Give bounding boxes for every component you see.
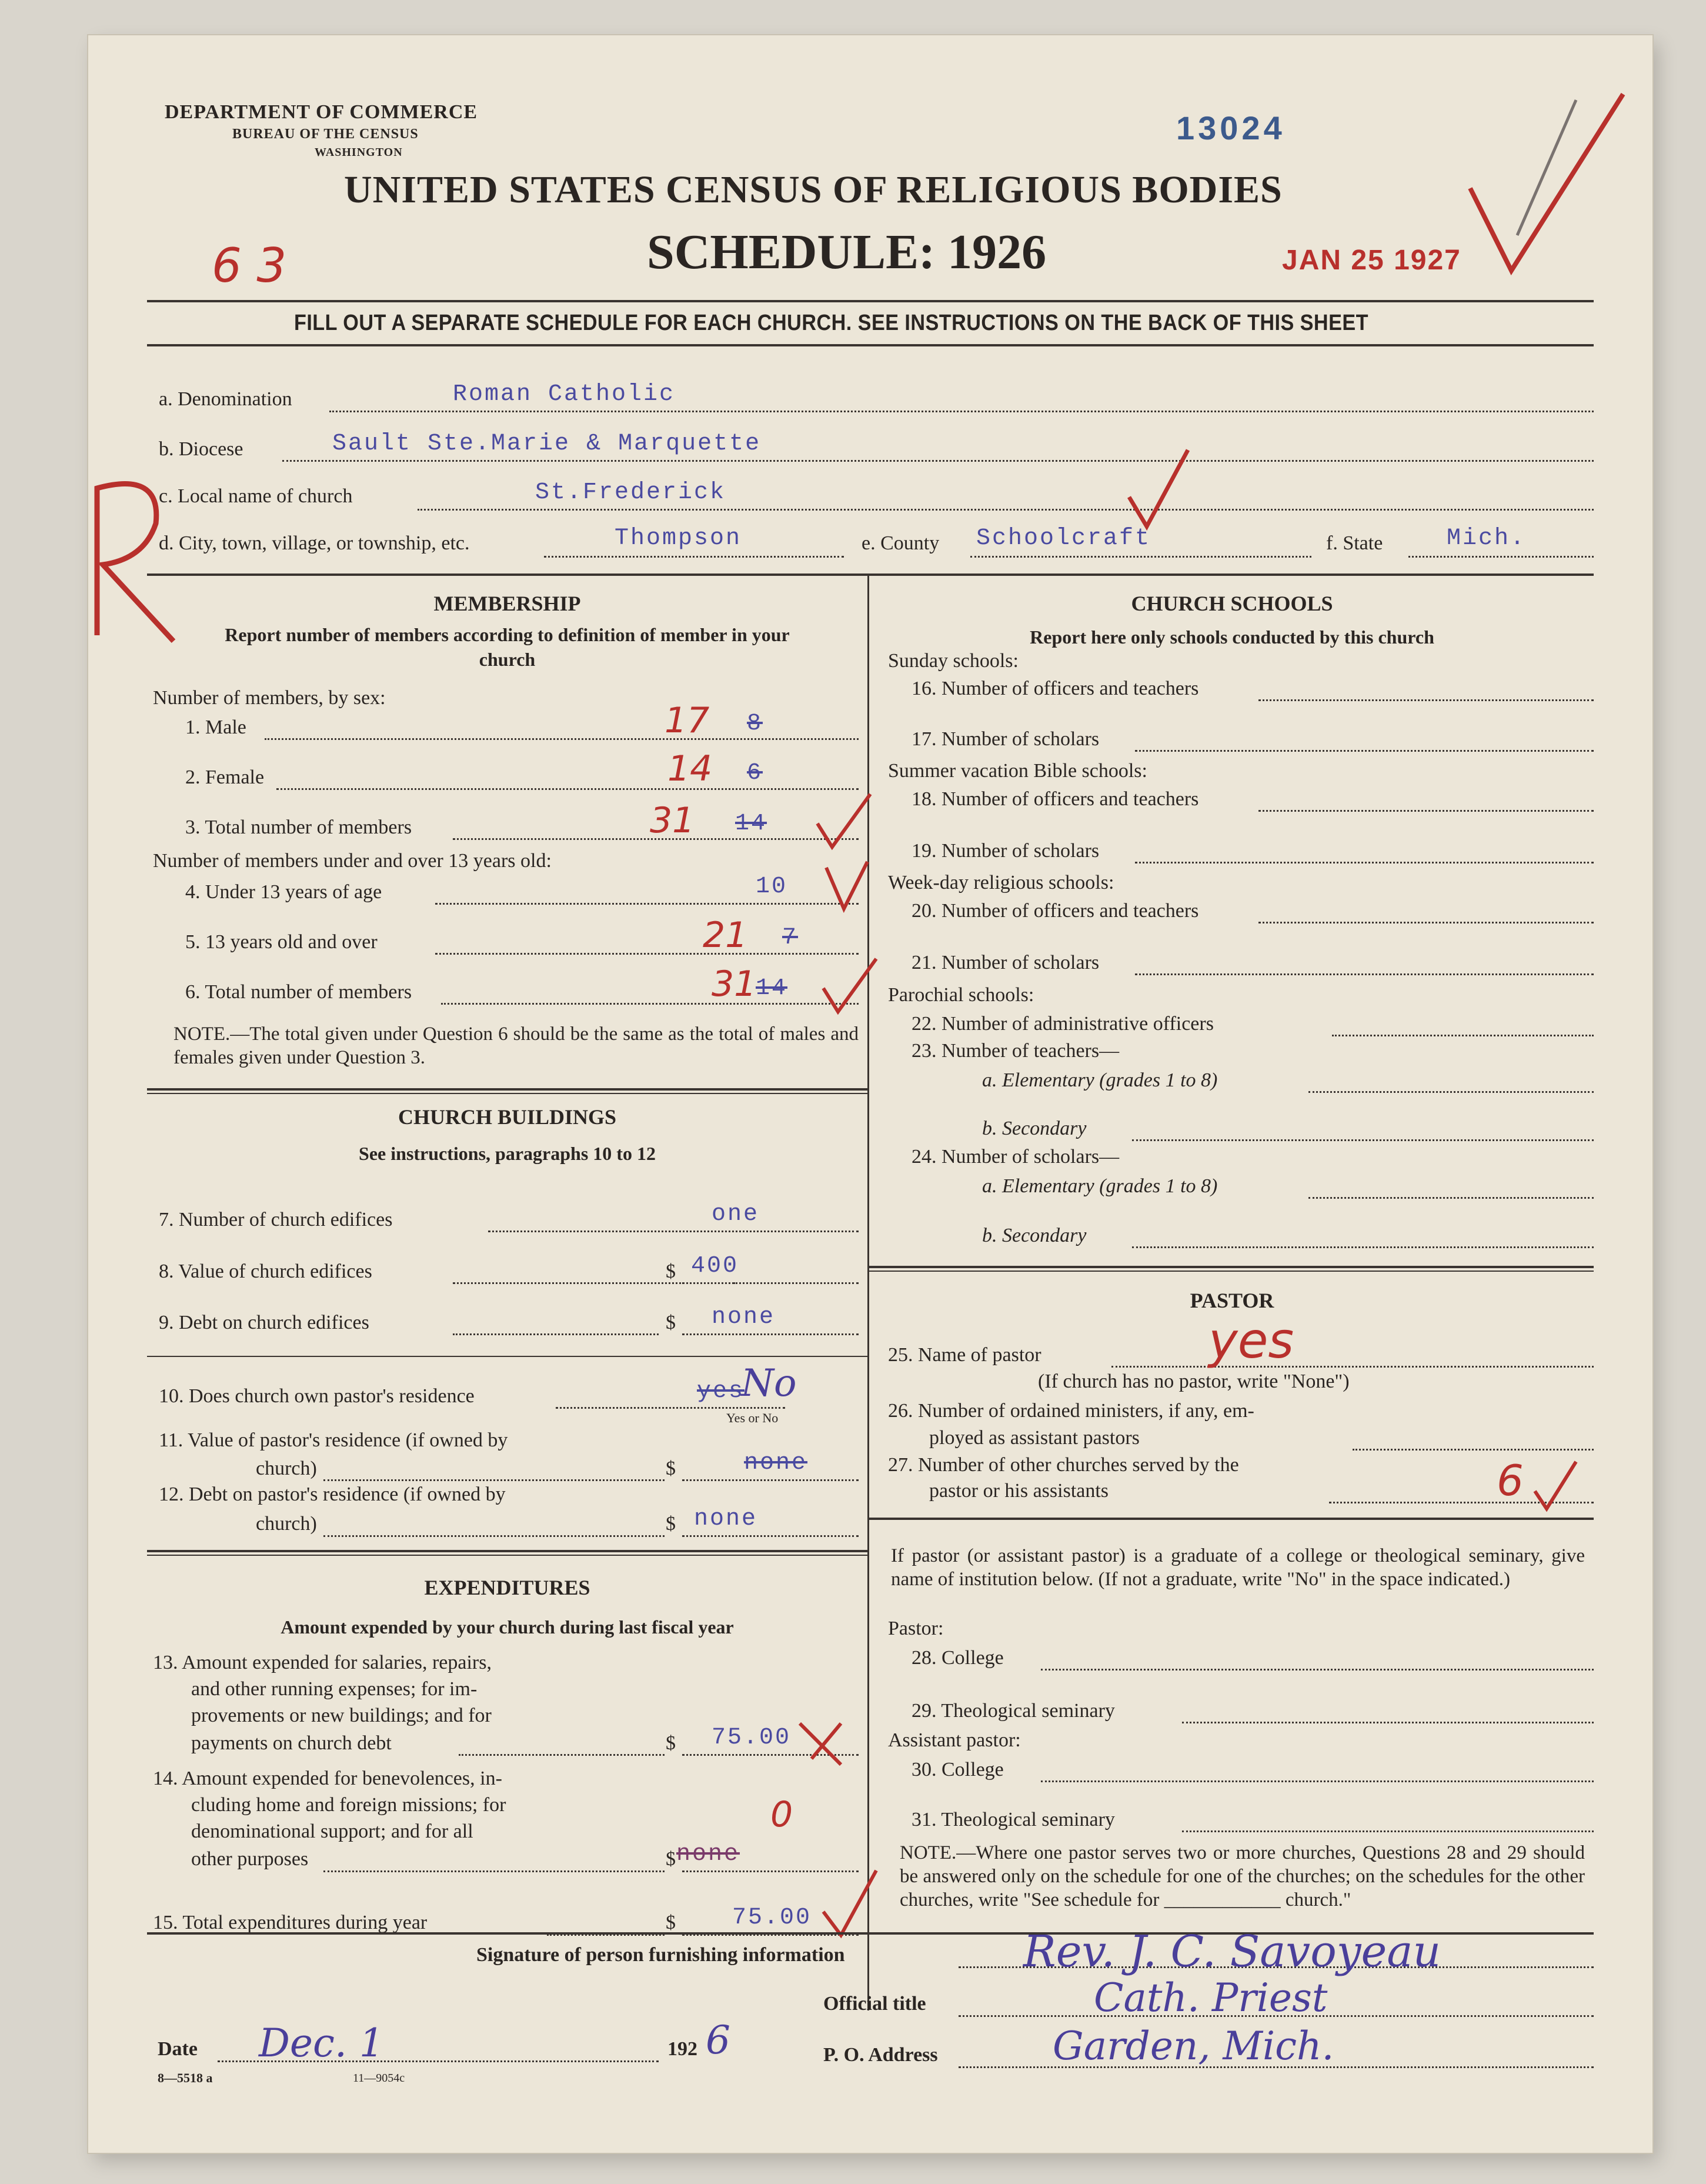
salaries-label-line3: provements or new buildings; and for bbox=[191, 1705, 492, 1726]
teachers-elementary-label: a. Elementary (grades 1 to 8) bbox=[982, 1069, 1218, 1091]
dollar-sign: $ bbox=[666, 1732, 676, 1754]
church-schools-heading: CHURCH SCHOOLS bbox=[1131, 592, 1333, 615]
checkmark-icon bbox=[1529, 1456, 1582, 1515]
scholars-elementary-label: a. Elementary (grades 1 to 8) bbox=[982, 1175, 1218, 1197]
received-date-stamp: JAN 25 1927 bbox=[1282, 245, 1461, 276]
graduate-instructions: If pastor (or assistant pastor) is a graduate of a college or theological seminary, give name of institution below. (If not a graduate, write "No" in the space indicated.) bbox=[891, 1545, 1585, 1590]
pastor-college-label: 28. College bbox=[912, 1647, 1004, 1669]
city-heading: WASHINGTON bbox=[315, 146, 403, 159]
church-edifices-value-label: 8. Value of church edifices bbox=[159, 1261, 372, 1282]
checkmark-icon bbox=[1123, 444, 1200, 532]
summer-schools-label: Summer vacation Bible schools: bbox=[888, 760, 1147, 782]
assistant-college-label: 30. College bbox=[912, 1759, 1004, 1780]
total-expenditures-value[interactable]: 75.00 bbox=[732, 1905, 812, 1931]
assistant-ministers-label-line1: 26. Number of ordained ministers, if any, em- bbox=[888, 1400, 1254, 1422]
residence-value-label-line2: church) bbox=[256, 1458, 317, 1479]
owns-residence-typed-value[interactable]: yes bbox=[697, 1378, 745, 1405]
salaries-label-line1: 13. Amount expended for salaries, repairs, bbox=[153, 1652, 492, 1673]
residence-debt-label-line1: 12. Debt on pastor's residence (if owned by bbox=[159, 1483, 506, 1505]
residence-debt-value[interactable]: none bbox=[694, 1506, 758, 1532]
checkmark-icon bbox=[1458, 82, 1635, 288]
sunday-officers-label: 16. Number of officers and teachers bbox=[912, 678, 1199, 699]
form-number: 8—5518 a bbox=[158, 2070, 213, 2085]
membership-note: NOTE.—The total given under Question 6 should be the same as the total of males and females given under Question 3. bbox=[173, 1023, 859, 1068]
church-edifices-debt-value[interactable]: none bbox=[712, 1304, 776, 1331]
print-number: 11—9054c bbox=[353, 2072, 405, 2085]
church-name-label: c. Local name of church bbox=[159, 485, 353, 507]
parochial-scholars-label: 24. Number of scholars— bbox=[912, 1146, 1120, 1168]
total-by-age-typed-value[interactable]: 14 bbox=[756, 975, 788, 1002]
church-edifices-debt-label: 9. Debt on church edifices bbox=[159, 1312, 369, 1333]
dollar-sign: $ bbox=[666, 1312, 676, 1333]
sunday-schools-label: Sunday schools: bbox=[888, 650, 1019, 672]
pastor-name-label: 25. Name of pastor bbox=[888, 1344, 1041, 1366]
signature-value[interactable]: Rev. J. C. Savoyeau bbox=[1023, 1926, 1441, 1977]
church-schools-subtitle: Report here only schools conducted by this church bbox=[1030, 626, 1434, 648]
weekday-officers-label: 20. Number of officers and teachers bbox=[912, 900, 1199, 922]
state-value[interactable]: Mich. bbox=[1447, 525, 1527, 552]
under-13-value[interactable]: 10 bbox=[756, 873, 788, 900]
bureau-heading: BUREAU OF THE CENSUS bbox=[232, 126, 419, 142]
denomination-value[interactable]: Roman Catholic bbox=[453, 381, 676, 408]
owns-residence-label: 10. Does church own pastor's residence bbox=[159, 1385, 475, 1407]
church-buildings-heading: CHURCH BUILDINGS bbox=[398, 1105, 617, 1129]
city-value[interactable]: Thompson bbox=[615, 525, 742, 552]
benevolences-typed-value[interactable]: none bbox=[676, 1841, 740, 1868]
department-heading: DEPARTMENT OF COMMERCE bbox=[165, 101, 478, 123]
sunday-scholars-label: 17. Number of scholars bbox=[912, 728, 1100, 750]
form-title: UNITED STATES CENSUS OF RELIGIOUS BODIES bbox=[344, 168, 1283, 211]
total-members-corrected-value: 31 bbox=[650, 800, 695, 841]
schedule-number: 13024 bbox=[1176, 109, 1286, 146]
checkmark-icon bbox=[820, 856, 873, 921]
male-corrected-value: 17 bbox=[665, 700, 710, 741]
dollar-sign: $ bbox=[666, 1848, 676, 1870]
checkmark-icon bbox=[794, 1712, 847, 1770]
po-address-value[interactable]: Garden, Mich. bbox=[1053, 2023, 1334, 2069]
salaries-label-line2: and other running expenses; for im- bbox=[191, 1678, 478, 1700]
checkmark-icon bbox=[817, 953, 882, 1018]
over-13-corrected-value: 21 bbox=[703, 915, 748, 956]
residence-value-label-line1: 11. Value of pastor's residence (if owned by bbox=[159, 1429, 508, 1451]
membership-subtitle: Report number of members according to definition of member in your church bbox=[225, 624, 790, 670]
date-label: Date bbox=[158, 2038, 198, 2060]
county-label: e. County bbox=[862, 532, 940, 554]
official-title-label: Official title bbox=[823, 1993, 926, 2015]
male-label: 1. Male bbox=[185, 716, 246, 738]
denomination-label: a. Denomination bbox=[159, 388, 292, 410]
diocese-value[interactable]: Sault Ste.Marie & Marquette bbox=[332, 431, 762, 457]
age-heading: Number of members under and over 13 years old: bbox=[153, 850, 552, 872]
dollar-sign: $ bbox=[666, 1912, 676, 1933]
salaries-value[interactable]: 75.00 bbox=[712, 1725, 792, 1751]
checkmark-icon bbox=[812, 788, 876, 853]
total-members-label: 3. Total number of members bbox=[185, 816, 412, 838]
dollar-sign: $ bbox=[666, 1458, 676, 1479]
benevolences-label-line2: cluding home and foreign missions; for bbox=[191, 1794, 506, 1816]
parochial-admin-label: 22. Number of administrative officers bbox=[912, 1013, 1214, 1035]
benevolences-label-line4: other purposes bbox=[191, 1848, 309, 1870]
total-expenditures-label: 15. Total expenditures during year bbox=[153, 1912, 428, 1933]
salaries-label-line4: payments on church debt bbox=[191, 1732, 392, 1754]
benevolences-corrected-value: 0 bbox=[770, 1794, 793, 1835]
parochial-teachers-label: 23. Number of teachers— bbox=[912, 1040, 1120, 1062]
pastor-subheading: Pastor: bbox=[888, 1618, 944, 1639]
membership-heading: MEMBERSHIP bbox=[433, 592, 581, 615]
residence-debt-label-line2: church) bbox=[256, 1513, 317, 1535]
summer-officers-label: 18. Number of officers and teachers bbox=[912, 788, 1199, 810]
assistant-subheading: Assistant pastor: bbox=[888, 1729, 1021, 1751]
over-13-label: 5. 13 years old and over bbox=[185, 931, 378, 953]
official-title-value[interactable]: Cath. Priest bbox=[1094, 1975, 1328, 2020]
teachers-secondary-label: b. Secondary bbox=[982, 1118, 1087, 1139]
total-by-age-label: 6. Total number of members bbox=[185, 981, 412, 1003]
instruction-banner: FILL OUT A SEPARATE SCHEDULE FOR EACH CHURCH. SEE INSTRUCTIONS ON THE BACK OF THIS SHEET bbox=[294, 311, 1368, 335]
county-value[interactable]: Schoolcraft bbox=[976, 525, 1151, 552]
owns-residence-corrected-value: No bbox=[741, 1362, 797, 1405]
total-by-age-corrected-value: 31 bbox=[712, 963, 757, 1005]
diocese-label: b. Diocese bbox=[159, 438, 243, 460]
other-churches-label-line1: 27. Number of other churches served by the bbox=[888, 1454, 1239, 1476]
schedule-title: SCHEDULE: 1926 bbox=[647, 225, 1047, 279]
state-label: f. State bbox=[1326, 532, 1383, 554]
dollar-sign: $ bbox=[666, 1261, 676, 1282]
signature-label: Signature of person furnishing information bbox=[476, 1944, 845, 1966]
date-value[interactable]: Dec. 1 bbox=[259, 2020, 384, 2066]
city-label: d. City, town, village, or township, etc. bbox=[159, 532, 470, 554]
church-edifices-value-value[interactable]: 400 bbox=[691, 1253, 739, 1279]
checkmark-icon bbox=[817, 1865, 882, 1947]
pastor-heading: PASTOR bbox=[1190, 1289, 1274, 1312]
yes-or-no-hint: Yes or No bbox=[726, 1411, 779, 1425]
other-churches-value: 6 bbox=[1497, 1456, 1524, 1505]
census-form-sheet bbox=[88, 35, 1652, 2153]
female-label: 2. Female bbox=[185, 766, 265, 788]
church-name-value[interactable]: St.Frederick bbox=[535, 479, 726, 506]
female-typed-value[interactable]: 6 bbox=[747, 760, 763, 786]
residence-value-value[interactable]: none bbox=[744, 1450, 808, 1476]
assistant-ministers-label-line2: ployed as assistant pastors bbox=[929, 1427, 1140, 1449]
summer-scholars-label: 19. Number of scholars bbox=[912, 840, 1100, 862]
church-buildings-subtitle: See instructions, paragraphs 10 to 12 bbox=[359, 1143, 656, 1164]
benevolences-label-line3: denominational support; and for all bbox=[191, 1820, 473, 1842]
church-edifices-count-label: 7. Number of church edifices bbox=[159, 1209, 393, 1231]
assistant-seminary-label: 31. Theological seminary bbox=[912, 1809, 1115, 1830]
weekday-schools-label: Week-day religious schools: bbox=[888, 872, 1114, 893]
pastor-note: NOTE.—Where one pastor serves two or more churches, Questions 28 and 29 should be answered only on the schedule for one of the churches; on the schedules for the other churches, write "See schedule for ____________ church." bbox=[900, 1842, 1585, 1910]
parochial-schools-label: Parochial schools: bbox=[888, 984, 1034, 1006]
church-edifices-count-value[interactable]: one bbox=[712, 1201, 760, 1228]
under-13-label: 4. Under 13 years of age bbox=[185, 881, 382, 903]
po-address-label: P. O. Address bbox=[823, 2044, 938, 2066]
over-13-typed-value[interactable]: 7 bbox=[782, 925, 799, 951]
dollar-sign: $ bbox=[666, 1513, 676, 1535]
expenditures-subtitle: Amount expended by your church during last fiscal year bbox=[281, 1616, 734, 1638]
pastor-name-value: yes bbox=[1208, 1312, 1294, 1369]
expenditures-heading: EXPENDITURES bbox=[424, 1576, 590, 1599]
margin-number: 6 3 bbox=[212, 238, 287, 293]
total-members-typed-value[interactable]: 14 bbox=[735, 811, 767, 837]
other-churches-label-line2: pastor or his assistants bbox=[929, 1480, 1109, 1502]
pastor-seminary-label: 29. Theological seminary bbox=[912, 1700, 1115, 1722]
members-by-sex-label: Number of members, by sex: bbox=[153, 687, 386, 709]
no-pastor-hint: (If church has no pastor, write "None") bbox=[1038, 1371, 1350, 1392]
year-prefix: 192 bbox=[667, 2038, 697, 2060]
female-corrected-value: 14 bbox=[667, 748, 713, 789]
weekday-scholars-label: 21. Number of scholars bbox=[912, 952, 1100, 973]
scholars-secondary-label: b. Secondary bbox=[982, 1225, 1087, 1246]
benevolences-label-line1: 14. Amount expended for benevolences, in- bbox=[153, 1768, 502, 1789]
year-value[interactable]: 6 bbox=[706, 2018, 730, 2063]
male-typed-value[interactable]: 8 bbox=[747, 711, 763, 737]
